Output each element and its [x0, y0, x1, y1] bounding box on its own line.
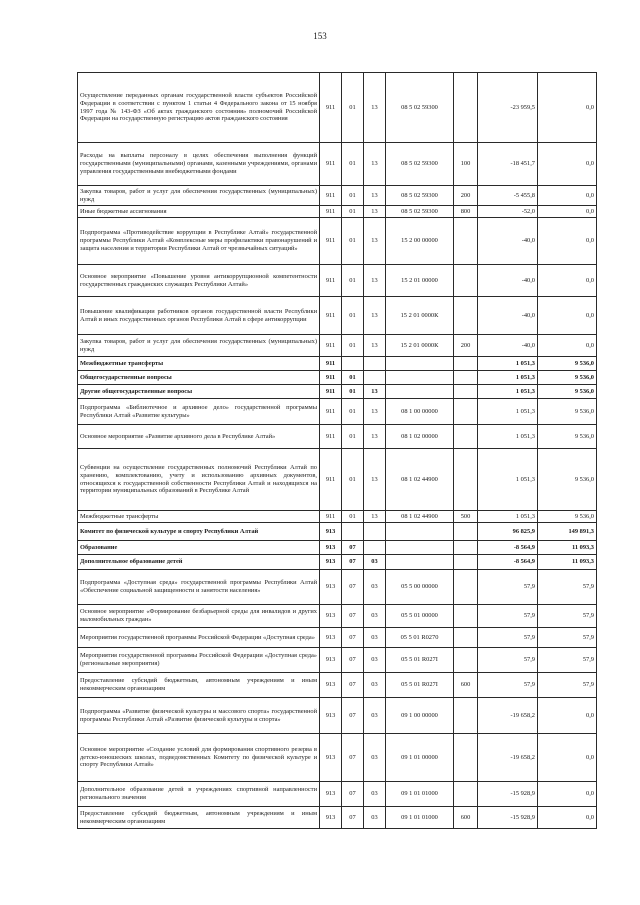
amount-change-cell: 57,9 [478, 673, 538, 698]
budget-table [77, 72, 597, 829]
expense-name-cell: Расходы на выплаты персоналу в целях обеспечения выполнения функций государственными (муниципальными) органами, казенными учреждениями, органами управления государственными внебюджетными фондами [78, 143, 320, 186]
target-article-cell [386, 541, 454, 555]
expense-type-cell [454, 357, 478, 371]
table-row [78, 186, 597, 206]
subsection-code-cell: 03 [364, 673, 386, 698]
expense-type-cell [454, 555, 478, 570]
amount-total-cell: 0,0 [538, 218, 597, 265]
expense-name-cell: Основное мероприятие «Повышение уровня антикоррупционной компетентности государственных гражданских служащих Республики Алтай» [78, 265, 320, 297]
subsection-code-cell [364, 371, 386, 385]
subsection-code-cell: 13 [364, 297, 386, 335]
table-row [78, 628, 597, 648]
subsection-code-cell: 03 [364, 555, 386, 570]
target-article-cell [386, 371, 454, 385]
expense-name-cell: Субвенции на осуществление государственных полномочий Республики Алтай по хранению, комплектованию, учету и использованию архивных документов, относящихся к государственной собственности Республики Алтай и находящихся на территории муниципальных образований в Республике Алтай [78, 449, 320, 511]
budget-table-body [78, 73, 597, 829]
amount-change-cell: 1 051,3 [478, 357, 538, 371]
amount-change-cell: 1 051,3 [478, 371, 538, 385]
section-code-cell: 01 [342, 297, 364, 335]
expense-type-cell [454, 297, 478, 335]
subsection-code-cell [364, 357, 386, 371]
admin-code-cell: 911 [320, 143, 342, 186]
section-code-cell: 07 [342, 807, 364, 829]
subsection-code-cell: 13 [364, 399, 386, 425]
admin-code-cell: 911 [320, 449, 342, 511]
amount-change-cell: 57,9 [478, 628, 538, 648]
expense-type-cell [454, 265, 478, 297]
admin-code-cell: 913 [320, 698, 342, 734]
expense-type-cell [454, 628, 478, 648]
amount-change-cell: -15 928,9 [478, 807, 538, 829]
amount-change-cell: -52,0 [478, 206, 538, 218]
section-code-cell: 01 [342, 371, 364, 385]
admin-code-cell: 911 [320, 511, 342, 523]
amount-total-cell: 9 536,0 [538, 385, 597, 399]
expense-name-cell: Комитет по физической культуре и спорту Республики Алтай [78, 523, 320, 541]
amount-change-cell: 1 051,3 [478, 385, 538, 399]
table-row [78, 425, 597, 449]
admin-code-cell: 911 [320, 73, 342, 143]
target-article-cell: 05 5 00 00000 [386, 570, 454, 605]
expense-type-cell: 600 [454, 673, 478, 698]
subsection-code-cell: 03 [364, 734, 386, 782]
subsection-code-cell: 03 [364, 782, 386, 807]
table-row [78, 73, 597, 143]
table-row [78, 385, 597, 399]
table-row [78, 265, 597, 297]
subsection-code-cell: 13 [364, 186, 386, 206]
amount-change-cell: -23 959,5 [478, 73, 538, 143]
section-code-cell: 01 [342, 425, 364, 449]
expense-name-cell: Закупка товаров, работ и услуг для обеспечения государственных (муниципальных) нужд [78, 335, 320, 357]
expense-name-cell: Подпрограмма «Противодействие коррупции в Республике Алтай» государственной программы Республики Алтай «Комплексные меры профилактики правонарушений и защита населения и территории Республики Алтай от чрезвычайных ситуаций» [78, 218, 320, 265]
expense-type-cell: 500 [454, 511, 478, 523]
amount-total-cell: 11 093,3 [538, 555, 597, 570]
subsection-code-cell: 03 [364, 807, 386, 829]
amount-total-cell: 0,0 [538, 698, 597, 734]
amount-change-cell: -40,0 [478, 265, 538, 297]
target-article-cell: 09 1 01 00000 [386, 734, 454, 782]
table-row [78, 523, 597, 541]
table-row [78, 555, 597, 570]
target-article-cell: 08 1 02 44900 [386, 511, 454, 523]
amount-change-cell: -8 564,9 [478, 555, 538, 570]
target-article-cell: 09 1 01 01000 [386, 782, 454, 807]
section-code-cell: 07 [342, 605, 364, 628]
amount-total-cell: 0,0 [538, 206, 597, 218]
amount-total-cell: 9 536,0 [538, 425, 597, 449]
target-article-cell: 08 5 02 59300 [386, 143, 454, 186]
table-row [78, 335, 597, 357]
amount-total-cell: 57,9 [538, 673, 597, 698]
page-number: 153 [313, 31, 327, 41]
expense-type-cell [454, 449, 478, 511]
expense-type-cell [454, 734, 478, 782]
target-article-cell: 05 5 01 R027I [386, 673, 454, 698]
amount-total-cell: 0,0 [538, 335, 597, 357]
expense-name-cell: Предоставление субсидий бюджетным, автономным учреждениям и иным некоммерческим организациям [78, 807, 320, 829]
expense-name-cell: Дополнительное образование детей в учреждениях спортивной направленности регионального значения [78, 782, 320, 807]
admin-code-cell: 913 [320, 782, 342, 807]
target-article-cell: 08 1 02 44900 [386, 449, 454, 511]
expense-type-cell [454, 648, 478, 673]
admin-code-cell: 911 [320, 186, 342, 206]
section-code-cell: 07 [342, 648, 364, 673]
amount-change-cell: 1 051,3 [478, 399, 538, 425]
admin-code-cell: 913 [320, 673, 342, 698]
table-row [78, 297, 597, 335]
table-row [78, 605, 597, 628]
table-row [78, 673, 597, 698]
expense-type-cell: 200 [454, 335, 478, 357]
section-code-cell: 01 [342, 218, 364, 265]
subsection-code-cell: 03 [364, 648, 386, 673]
expense-name-cell: Мероприятия государственной программы Российской Федерации «Доступная среда» [78, 628, 320, 648]
amount-change-cell: -5 455,8 [478, 186, 538, 206]
expense-name-cell: Другие общегосударственные вопросы [78, 385, 320, 399]
target-article-cell: 08 1 02 00000 [386, 425, 454, 449]
amount-total-cell: 9 536,0 [538, 357, 597, 371]
admin-code-cell: 911 [320, 206, 342, 218]
admin-code-cell: 913 [320, 541, 342, 555]
expense-type-cell [454, 698, 478, 734]
expense-type-cell [454, 425, 478, 449]
target-article-cell: 15 2 00 00000 [386, 218, 454, 265]
admin-code-cell: 913 [320, 734, 342, 782]
subsection-code-cell: 03 [364, 605, 386, 628]
expense-name-cell: Основное мероприятие «Развитие архивного дела в Республике Алтай» [78, 425, 320, 449]
amount-total-cell: 0,0 [538, 734, 597, 782]
expense-type-cell: 200 [454, 186, 478, 206]
table-row [78, 371, 597, 385]
expense-name-cell: Закупка товаров, работ и услуг для обеспечения государственных (муниципальных) нужд [78, 186, 320, 206]
table-row [78, 449, 597, 511]
section-code-cell: 07 [342, 698, 364, 734]
amount-change-cell: -40,0 [478, 297, 538, 335]
target-article-cell: 08 5 02 59300 [386, 186, 454, 206]
amount-change-cell: 1 051,3 [478, 425, 538, 449]
amount-change-cell: -40,0 [478, 218, 538, 265]
section-code-cell: 07 [342, 628, 364, 648]
expense-name-cell: Иные бюджетные ассигнования [78, 206, 320, 218]
amount-total-cell: 0,0 [538, 186, 597, 206]
amount-total-cell: 0,0 [538, 73, 597, 143]
subsection-code-cell: 13 [364, 425, 386, 449]
section-code-cell: 01 [342, 385, 364, 399]
section-code-cell: 01 [342, 335, 364, 357]
subsection-code-cell [364, 523, 386, 541]
amount-change-cell: -40,0 [478, 335, 538, 357]
amount-total-cell: 149 891,3 [538, 523, 597, 541]
table-row [78, 648, 597, 673]
expense-name-cell: Подпрограмма «Библиотечное и архивное дело» государственной программы Республики Алтай «Развитие культуры» [78, 399, 320, 425]
table-row [78, 218, 597, 265]
admin-code-cell: 913 [320, 807, 342, 829]
target-article-cell: 15 2 01 0000К [386, 297, 454, 335]
amount-change-cell: 57,9 [478, 648, 538, 673]
target-article-cell: 08 5 02 59300 [386, 73, 454, 143]
amount-total-cell: 9 536,0 [538, 399, 597, 425]
expense-name-cell: Осуществление переданных органам государственной власти субъектов Российской Федерации в соответствии с пунктом 1 статьи 4 Федерального закона от 15 ноября 1997 года № 143-ФЗ «Об актах гражданского состояния» полномочий Российской Федерации на государственную регистрацию актов гражданского состояния [78, 73, 320, 143]
section-code-cell [342, 357, 364, 371]
amount-total-cell: 0,0 [538, 297, 597, 335]
section-code-cell: 07 [342, 541, 364, 555]
amount-total-cell: 11 093,3 [538, 541, 597, 555]
target-article-cell: 15 2 01 0000К [386, 335, 454, 357]
admin-code-cell: 911 [320, 218, 342, 265]
admin-code-cell: 911 [320, 335, 342, 357]
section-code-cell: 01 [342, 206, 364, 218]
section-code-cell [342, 523, 364, 541]
subsection-code-cell: 13 [364, 449, 386, 511]
expense-name-cell: Межбюджетные трансферты [78, 511, 320, 523]
section-code-cell: 01 [342, 511, 364, 523]
expense-type-cell [454, 541, 478, 555]
expense-name-cell: Подпрограмма «Доступная среда» государственной программы Республики Алтай «Обеспечение социальной защищенности и занятости населения» [78, 570, 320, 605]
expense-name-cell: Мероприятия государственной программы Российской Федерации «Доступная среда» (региональные мероприятия) [78, 648, 320, 673]
table-row [78, 734, 597, 782]
amount-change-cell: -19 658,2 [478, 698, 538, 734]
amount-total-cell: 57,9 [538, 648, 597, 673]
subsection-code-cell [364, 541, 386, 555]
table-row [78, 782, 597, 807]
expense-name-cell: Общегосударственные вопросы [78, 371, 320, 385]
table-row [78, 698, 597, 734]
admin-code-cell: 911 [320, 297, 342, 335]
target-article-cell: 09 1 01 01000 [386, 807, 454, 829]
target-article-cell: 05 5 01 R0270 [386, 628, 454, 648]
amount-change-cell: -19 658,2 [478, 734, 538, 782]
subsection-code-cell: 13 [364, 143, 386, 186]
expense-name-cell: Основное мероприятие «Создание условий для формирования спортивного резерва в детско-юношеских школах, подведомственных Комитету по физической культуре и спорту Республики Алтай» [78, 734, 320, 782]
amount-total-cell: 57,9 [538, 605, 597, 628]
subsection-code-cell: 13 [364, 265, 386, 297]
section-code-cell: 01 [342, 143, 364, 186]
amount-change-cell: 1 051,3 [478, 449, 538, 511]
section-code-cell: 01 [342, 186, 364, 206]
amount-change-cell: 57,9 [478, 605, 538, 628]
section-code-cell: 07 [342, 673, 364, 698]
target-article-cell: 15 2 01 00000 [386, 265, 454, 297]
section-code-cell: 07 [342, 734, 364, 782]
section-code-cell: 07 [342, 555, 364, 570]
section-code-cell: 01 [342, 265, 364, 297]
expense-name-cell: Межбюджетные трансферты [78, 357, 320, 371]
expense-name-cell: Образование [78, 541, 320, 555]
admin-code-cell: 911 [320, 371, 342, 385]
admin-code-cell: 913 [320, 605, 342, 628]
expense-type-cell [454, 73, 478, 143]
amount-change-cell: -18 451,7 [478, 143, 538, 186]
expense-name-cell: Предоставление субсидий бюджетным, автономным учреждениям и иным некоммерческим организациям [78, 673, 320, 698]
expense-name-cell: Подпрограмма «Развитие физической культуры и массового спорта» государственной программы Республики Алтай «Развитие физической культуры и спорта» [78, 698, 320, 734]
admin-code-cell: 911 [320, 265, 342, 297]
amount-change-cell: 1 051,3 [478, 511, 538, 523]
expense-type-cell: 600 [454, 807, 478, 829]
section-code-cell: 01 [342, 399, 364, 425]
subsection-code-cell: 13 [364, 206, 386, 218]
admin-code-cell: 911 [320, 357, 342, 371]
subsection-code-cell: 13 [364, 218, 386, 265]
expense-name-cell: Дополнительное образование детей [78, 555, 320, 570]
amount-total-cell: 57,9 [538, 570, 597, 605]
admin-code-cell: 913 [320, 523, 342, 541]
subsection-code-cell: 13 [364, 511, 386, 523]
amount-change-cell: 96 825,9 [478, 523, 538, 541]
amount-total-cell: 9 536,0 [538, 371, 597, 385]
subsection-code-cell: 03 [364, 570, 386, 605]
amount-total-cell: 0,0 [538, 782, 597, 807]
target-article-cell [386, 385, 454, 399]
target-article-cell [386, 523, 454, 541]
subsection-code-cell: 03 [364, 628, 386, 648]
target-article-cell [386, 357, 454, 371]
amount-change-cell: 57,9 [478, 570, 538, 605]
table-row [78, 807, 597, 829]
target-article-cell [386, 555, 454, 570]
expense-type-cell [454, 371, 478, 385]
table-row [78, 143, 597, 186]
expense-type-cell [454, 523, 478, 541]
subsection-code-cell: 03 [364, 698, 386, 734]
amount-total-cell: 9 536,0 [538, 511, 597, 523]
expense-type-cell: 800 [454, 206, 478, 218]
expense-type-cell [454, 570, 478, 605]
amount-total-cell: 9 536,0 [538, 449, 597, 511]
section-code-cell: 07 [342, 570, 364, 605]
admin-code-cell: 911 [320, 385, 342, 399]
table-row [78, 541, 597, 555]
admin-code-cell: 911 [320, 399, 342, 425]
amount-total-cell: 0,0 [538, 143, 597, 186]
table-row [78, 570, 597, 605]
admin-code-cell: 913 [320, 628, 342, 648]
expense-name-cell: Повышение квалификации работников органов государственной власти Республики Алтай и иных государственных органов Республики Алтай в сфере антикоррупции [78, 297, 320, 335]
admin-code-cell: 913 [320, 570, 342, 605]
admin-code-cell: 913 [320, 648, 342, 673]
amount-change-cell: -8 564,9 [478, 541, 538, 555]
admin-code-cell: 913 [320, 555, 342, 570]
target-article-cell: 08 5 02 59300 [386, 206, 454, 218]
table-row [78, 399, 597, 425]
subsection-code-cell: 13 [364, 385, 386, 399]
target-article-cell: 05 5 01 R027I [386, 648, 454, 673]
section-code-cell: 01 [342, 73, 364, 143]
expense-type-cell [454, 385, 478, 399]
amount-total-cell: 0,0 [538, 265, 597, 297]
expense-type-cell [454, 218, 478, 265]
expense-name-cell: Основное мероприятие «Формирование безбарьерной среды для инвалидов и других маломобильных граждан» [78, 605, 320, 628]
section-code-cell: 07 [342, 782, 364, 807]
expense-type-cell: 100 [454, 143, 478, 186]
amount-change-cell: -15 928,9 [478, 782, 538, 807]
target-article-cell: 08 1 00 00000 [386, 399, 454, 425]
amount-total-cell: 57,9 [538, 628, 597, 648]
amount-total-cell: 0,0 [538, 807, 597, 829]
expense-type-cell [454, 605, 478, 628]
subsection-code-cell: 13 [364, 73, 386, 143]
expense-type-cell [454, 782, 478, 807]
admin-code-cell: 911 [320, 425, 342, 449]
section-code-cell: 01 [342, 449, 364, 511]
table-row [78, 206, 597, 218]
table-row [78, 357, 597, 371]
target-article-cell: 05 5 01 00000 [386, 605, 454, 628]
target-article-cell: 09 1 00 00000 [386, 698, 454, 734]
table-row [78, 511, 597, 523]
expense-type-cell [454, 399, 478, 425]
subsection-code-cell: 13 [364, 335, 386, 357]
